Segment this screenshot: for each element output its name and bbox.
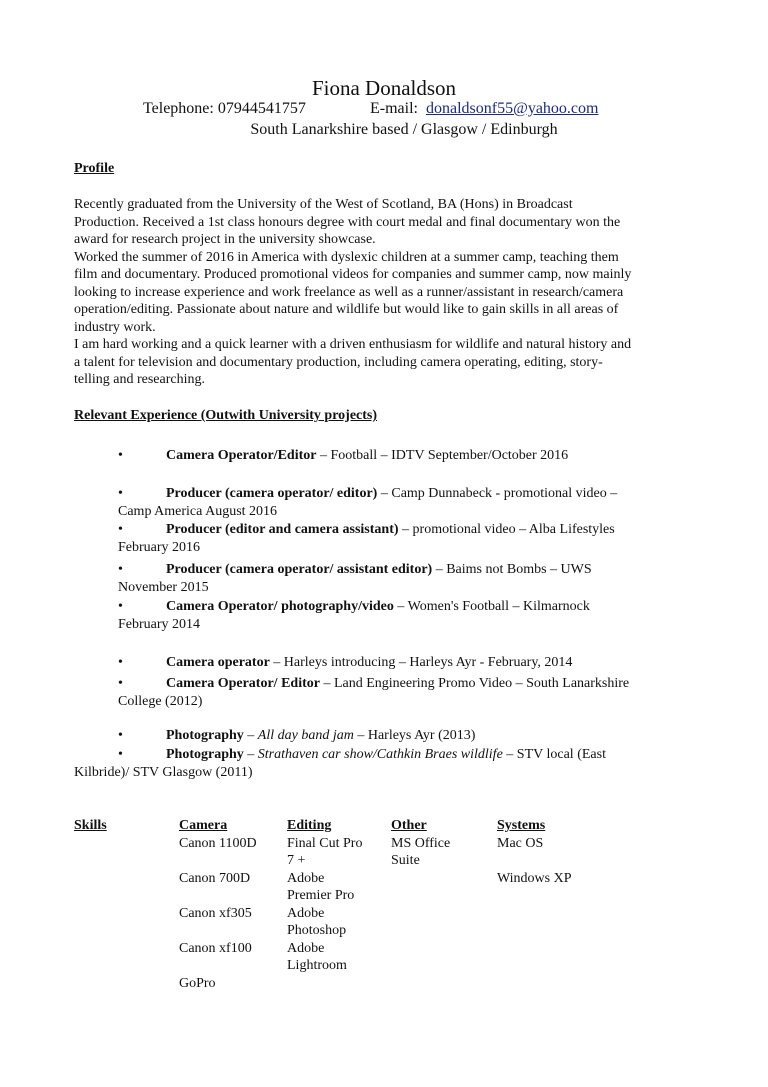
experience-item <box>118 675 630 710</box>
skill-item: Lightroom <box>287 958 347 973</box>
skill-item: Windows XP <box>497 870 572 886</box>
bullet-icon: • <box>118 728 123 743</box>
profile-line: looking to increase experience and work freelance as well as a runner/assistant in research/camera <box>74 284 624 300</box>
bullet-icon: • <box>118 599 123 614</box>
skill-item: Adobe <box>287 940 325 956</box>
skill-item: Photoshop <box>287 923 347 938</box>
role: Camera Operator/ photography/video <box>166 599 394 614</box>
candidate-name: Fiona Donaldson <box>311 76 457 100</box>
profile-line: telling and researching. <box>74 372 206 387</box>
email-line <box>370 100 598 118</box>
role: Photography <box>166 728 244 743</box>
skill-item: Canon xf100 <box>179 940 252 956</box>
skills-heading: Skills <box>74 818 107 833</box>
detail: – Football – IDTV September/October 2016 <box>316 448 569 463</box>
continuation: February 2014 <box>118 616 201 632</box>
skill-item: Canon xf305 <box>179 905 252 921</box>
skill-item: Adobe <box>287 905 325 921</box>
telephone-line <box>143 100 306 118</box>
profile-line: a talent for television and documentary production, including camera operating, editing, story- <box>74 354 603 370</box>
email-label: E-mail: <box>370 100 418 117</box>
profile-line: film and documentary. Produced promotional videos for companies and summer camp, now mainly <box>74 267 632 282</box>
column-title: Systems <box>497 818 546 833</box>
location: South Lanarkshire based / Glasgow / Edinburgh <box>250 121 558 138</box>
detail: – promotional video – Alba Lifestyles <box>398 522 615 537</box>
profile-line: Worked the summer of 2016 in America with dyslexic children at a summer camp, teaching them <box>74 249 619 265</box>
bullet-icon: • <box>118 522 123 537</box>
column-title: Other <box>391 818 427 833</box>
bullet-icon: • <box>118 448 123 463</box>
experience-item <box>118 598 590 633</box>
detail: – Camp Dunnabeck - promotional video – <box>377 486 618 501</box>
role: Photography <box>166 747 244 762</box>
experience-heading: Relevant Experience (Outwith University projects) <box>74 408 378 423</box>
experience-item <box>118 561 592 596</box>
bullet-icon: • <box>118 562 123 577</box>
skills-column-systems <box>497 817 572 887</box>
event: All day band jam <box>257 728 354 743</box>
continuation: November 2015 <box>118 579 209 595</box>
skill-item: GoPro <box>179 975 216 991</box>
experience-item <box>118 521 615 556</box>
bullet-icon: • <box>118 486 123 501</box>
telephone-label: Telephone: <box>143 100 214 117</box>
skill-item: Canon 700D <box>179 870 251 886</box>
skill-item: Canon 1100D <box>179 835 257 851</box>
role: Camera operator <box>166 655 270 670</box>
detail: – Land Engineering Promo Video – South Lanarkshire <box>319 676 630 691</box>
role: Producer (camera operator/ editor) <box>166 486 378 501</box>
skill-item: MS Office <box>391 835 451 851</box>
experience-item <box>118 447 569 465</box>
column-title: Editing <box>287 818 332 833</box>
skill-item: Premier Pro <box>287 888 355 903</box>
event: Strathaven car show/Cathkin Braes wildlife <box>257 747 503 762</box>
role: Camera Operator/Editor <box>166 448 317 463</box>
column-title: Camera <box>179 818 228 833</box>
continuation: February 2016 <box>118 539 201 555</box>
skills-column-editing <box>287 817 362 975</box>
detail: – Baims not Bombs – UWS <box>432 562 592 577</box>
bullet-icon: • <box>118 676 123 691</box>
profile-line: operation/editing. Passionate about nature and wildlife but would like to gain skills in all areas of <box>74 302 619 317</box>
continuation: Kilbride)/ STV Glasgow (2011) <box>74 765 253 780</box>
detail: – STV local (East <box>502 747 606 762</box>
continuation: College (2012) <box>118 693 203 709</box>
skill-item: Mac OS <box>497 835 544 851</box>
skill-item: Suite <box>391 853 420 868</box>
skills-column-other <box>391 817 450 870</box>
bullet-icon: • <box>118 655 123 670</box>
profile-line: award for research project in the university showcase. <box>74 232 376 247</box>
bullet-icon: • <box>118 747 123 762</box>
experience-item <box>118 485 618 520</box>
experience-item: • Photography – Strathaven car show/Cathkin Braes wildlife – STV local (East <box>118 747 606 762</box>
telephone-number: 07944541757 <box>217 100 306 117</box>
skill-item: Final Cut Pro <box>287 835 363 851</box>
profile-text <box>74 196 699 389</box>
profile-line: Production. Received a 1st class honours degree with court medal and final documentary won the <box>74 214 621 230</box>
profile-line: industry work. <box>74 319 156 335</box>
detail: – Women's Football – Kilmarnock <box>393 599 590 614</box>
detail: – Harleys Ayr (2013) <box>353 728 476 743</box>
role: Camera Operator/ Editor <box>166 676 320 691</box>
skill-item: 7 + <box>287 853 306 868</box>
experience-item: • Photography – All day band jam – Harleys Ayr (2013) <box>118 728 476 743</box>
profile-line: I am hard working and a quick learner with a driven enthusiasm for wildlife and natural history and <box>74 337 632 352</box>
role: Producer (editor and camera assistant) <box>166 522 399 537</box>
skills-column-camera <box>179 817 257 992</box>
skill-item: Adobe <box>287 870 325 886</box>
profile-line: Recently graduated from the University of the West of Scotland, BA (Hons) in Broadcast <box>74 197 573 212</box>
continuation: Camp America August 2016 <box>118 503 278 519</box>
email-link[interactable]: donaldsonf55@yahoo.com <box>425 100 599 117</box>
detail: – Harleys introducing – Harleys Ayr - February, 2014 <box>269 655 573 670</box>
role: Producer (camera operator/ assistant editor) <box>166 562 433 577</box>
experience-item <box>118 654 573 672</box>
profile-heading: Profile <box>74 161 115 176</box>
